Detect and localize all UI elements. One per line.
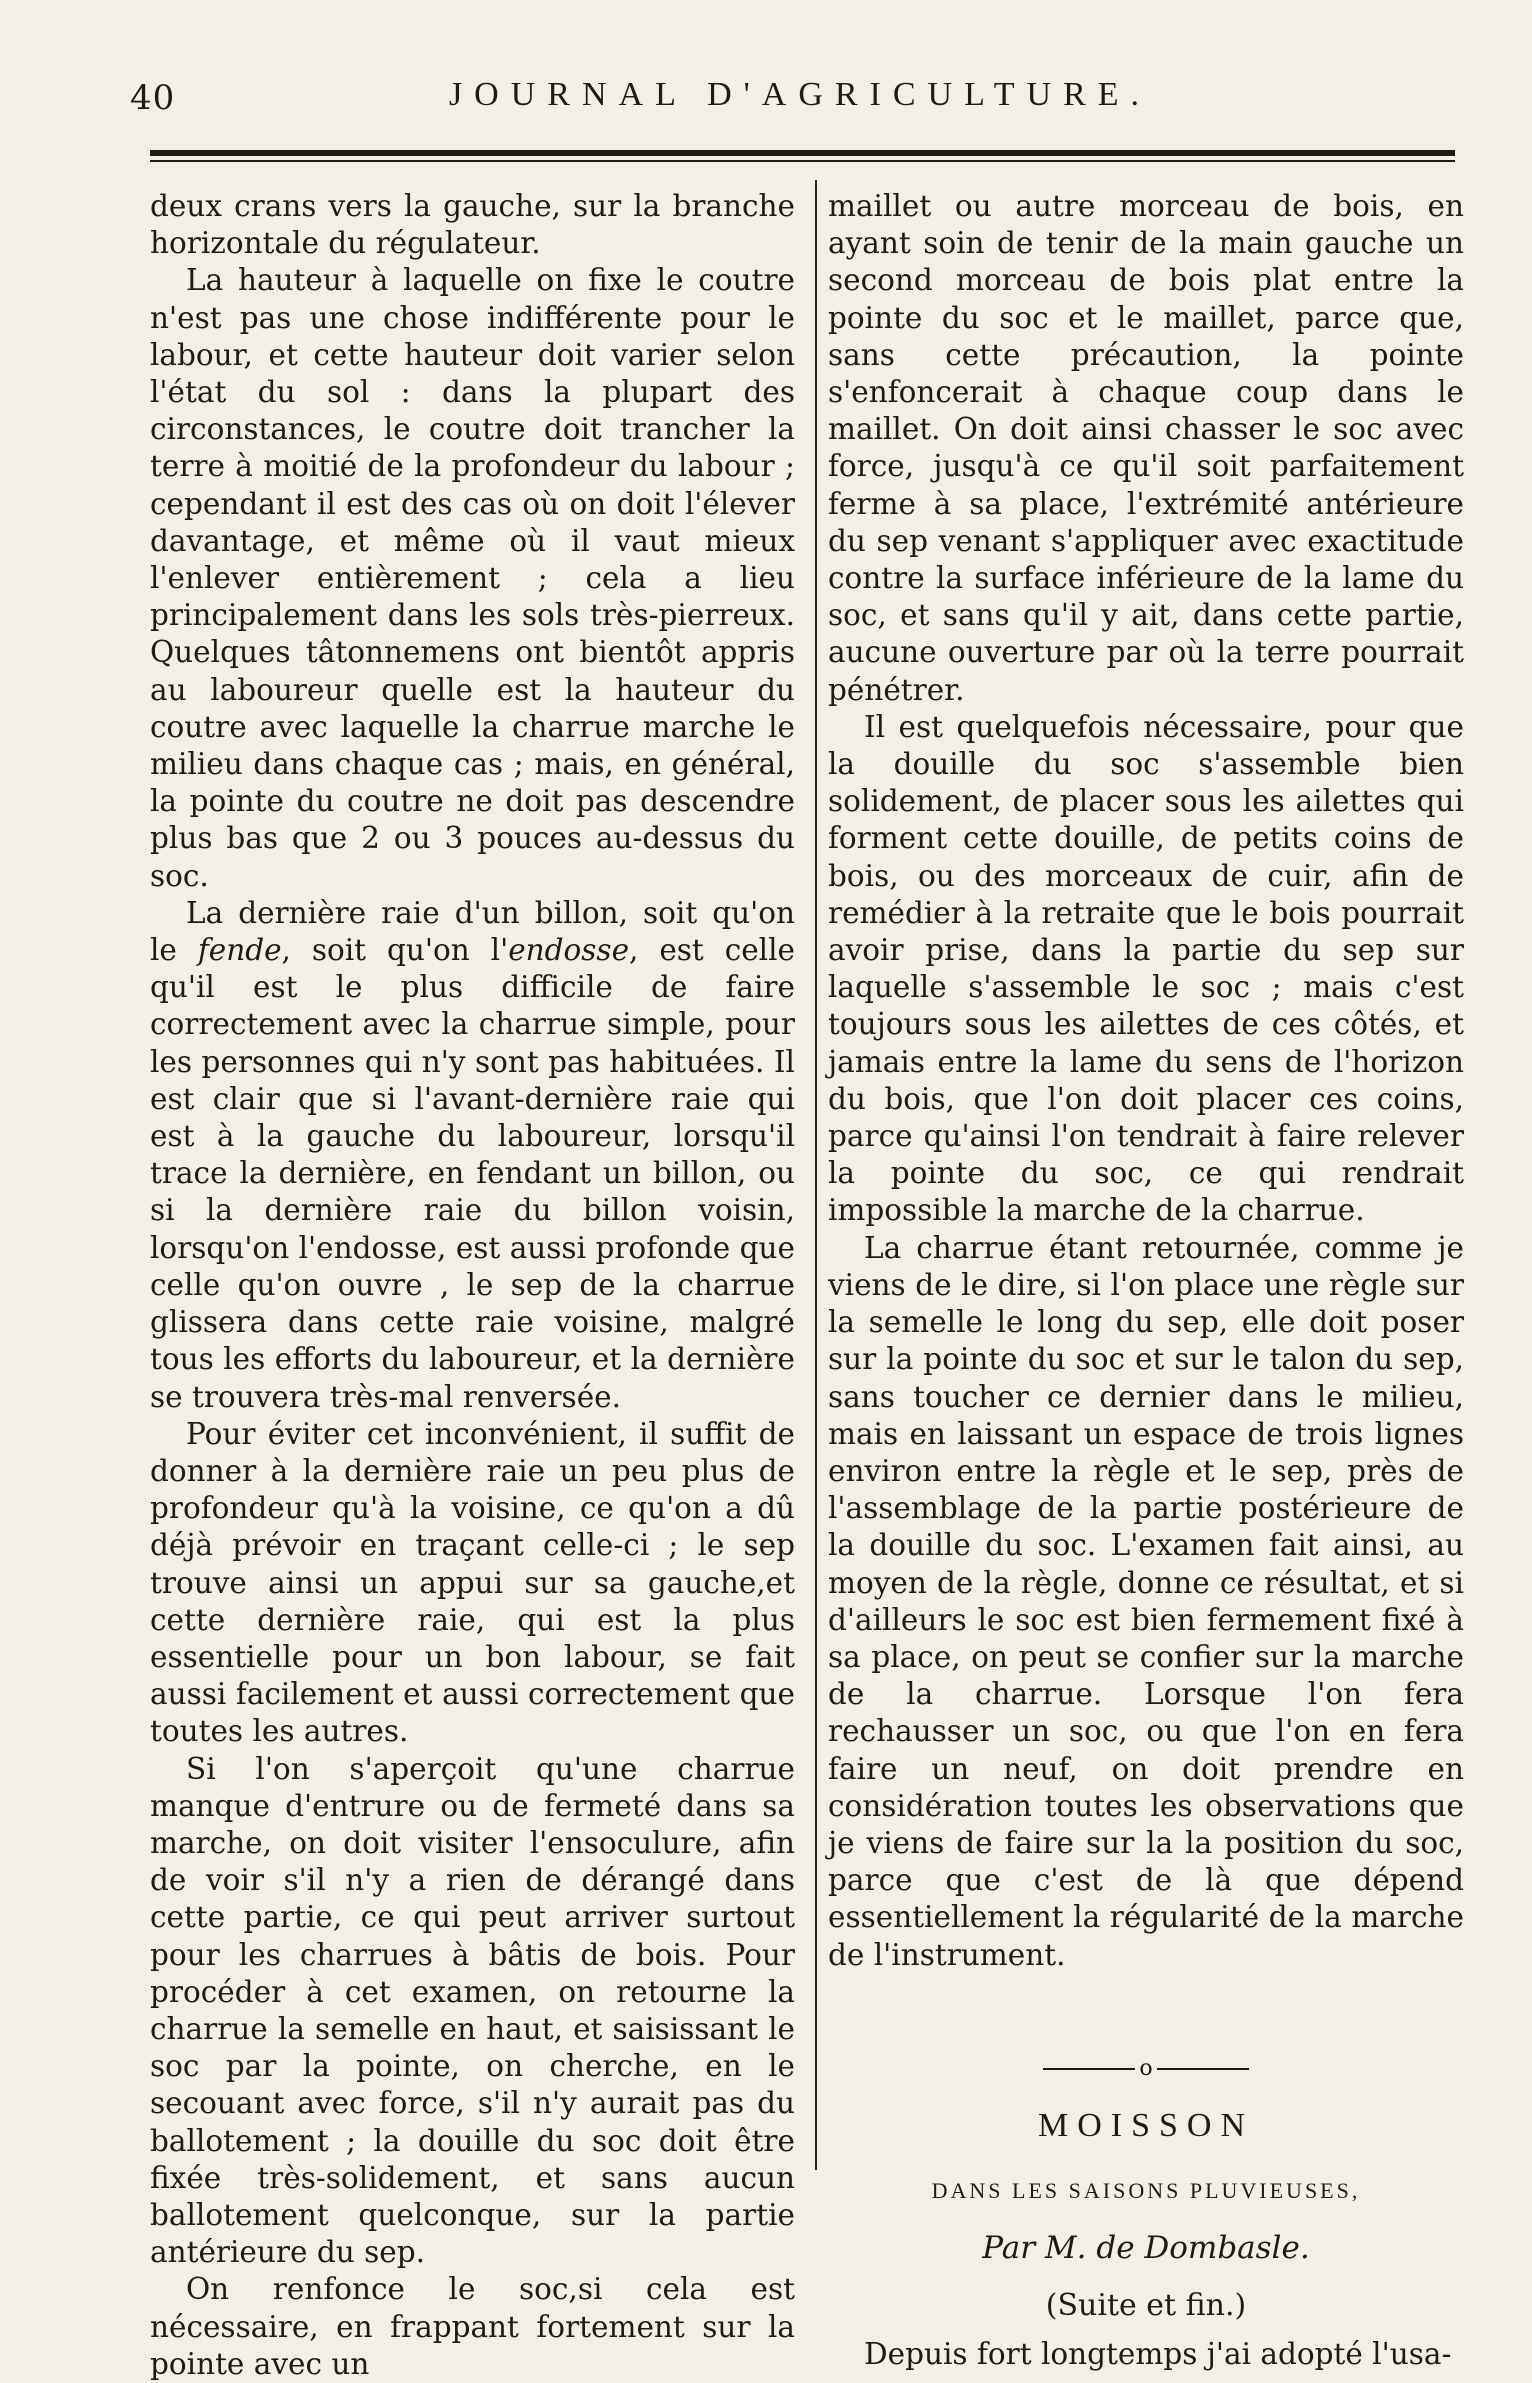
paragraph-fende-endosse: [150, 895, 795, 1416]
text-run: La dernière raie d'un billon, soit qu'on le: [150, 895, 795, 968]
ornament-line-right: [1157, 2068, 1249, 2070]
article-opening-line: Depuis fort longtemps j'ai adopté l'usa-: [864, 2337, 1452, 2372]
right-column: [828, 188, 1464, 2373]
column-divider: [815, 180, 817, 2170]
running-title: JOURNAL D'AGRICULTURE.: [448, 76, 1152, 113]
article-byline: Par M. de Dombasle.: [982, 2229, 1310, 2266]
article-title: MOISSON: [1037, 2107, 1255, 2145]
paragraph: Si l'on s'aperçoit qu'une charrue manque d'entrure ou de fermeté dans sa marche, on doit visiter l'ensoculure, afin de voir s'il n'y a rien de dérangé dans cette partie, ce qui peut arriver surtout pour les charrues à bâtis de bois. Pour procéder à cet examen, on retourne la charrue la semelle en haut, et saisissant le soc par la pointe, on cherche, en le secouant avec force, s'il n'y aurait pas du ballotement ; la douille du soc doit être fixée très-solidement, et sans aucun ballotement quelconque, sur la partie antérieure du sep.: [150, 1751, 795, 2270]
italic-term-endosse: endosse: [508, 933, 630, 968]
paragraph: deux crans vers la gauche, sur la branche horizontale du régulateur.: [150, 189, 795, 261]
article-subtitle: DANS LES SAISONS PLUVIEUSES,: [931, 2178, 1361, 2204]
ornament-circle: o: [1139, 2056, 1153, 2082]
ornament-line-left: [1043, 2068, 1135, 2070]
paragraph: maillet ou autre morceau de bois, en ayant soin de tenir de la main gauche un second morceau de bois plat entre la pointe du soc et le maillet, parce que, sans cette précaution, la pointe s'enfoncerait à chaque coup dans le maillet. On doit ainsi chasser le soc avec force, jusqu'à ce qu'il soit parfaitement ferme à sa place, l'extrémité antérieure du sep venant s'appliquer avec exactitude contre la surface inférieure de la lame du soc, et sans qu'il y ait, dans cette partie, aucune ouverture par où la terre pourrait pénétrer.: [828, 189, 1464, 707]
paragraph: La charrue étant retournée, comme je viens de le dire, si l'on place une règle sur la semelle le long du sep, elle doit poser sur la pointe du soc et sur le talon du sep, sans toucher ce dernier dans le milieu, mais en laissant un espace de trois lignes environ entre la règle et le sep, près de l'assemblage de la partie postérieure de la douille du soc. L'examen fait ainsi, au moyen de la règle, donne ce résultat, et si d'ailleurs le soc est bien fermement fixé à sa place, on peut se confier sur la marche de la charrue. Lorsque l'on fera rechausser un soc, ou que l'on en fera faire un neuf, on doit prendre en considération toutes les observations que je viens de faire sur la la position du soc, parce que c'est de là que dépend essentiellement la régularité de la marche de l'instrument.: [828, 1230, 1464, 1972]
paragraph: On renfonce le soc,si cela est nécessaire, en frappant fortement sur la pointe avec un: [150, 2272, 795, 2381]
italic-term-fende: fende: [197, 933, 282, 968]
paragraph: Pour éviter cet inconvénient, il suffit de donner à la dernière raie un peu plus de profondeur qu'à la voisine, ce qu'on a dû déjà prévoir en traçant celle-ci ; le sep trouve ainsi un appui sur sa gauche,et cette dernière raie, qui est la plus essentielle pour un bon labour, se fait aussi facilement et aussi correctement que toutes les autres.: [150, 1416, 795, 1749]
text-run: , est celle qu'il est le plus difficile de faire correctement avec la charrue simple, pour les personnes qui n'y sont pas habituées. Il est clair que si l'avant-dernière raie qui est à la gauche du laboureur, lorsqu'il trace la dernière, en fendant un billon, ou si la dernière raie du billon voisin, lorsqu'on l'endosse, est aussi profonde que celle qu'on ouvre , le sep de la charrue glissera dans cette raie voisine, malgré tous les efforts du laboureur, et la dernière se trouvera très-mal renversée.: [150, 933, 796, 1414]
header-rule-thick: [150, 150, 1455, 156]
paragraph: Il est quelquefois nécessaire, pour que la douille du soc s'assemble bien solidement, de placer sous les ailettes qui forment cette douille, de petits coins de bois, ou des morceaux de cuir, afin de remédier à la retraite que le bois pourrait avoir prise, dans la partie du sep sur laquelle s'assemble le soc ; mais c'est toujours sous les ailettes de ces côtés, et jamais entre la lame du sens de l'horizon du bois, que l'on doit placer ces coins, parce qu'ainsi l'on tendrait à faire relever la pointe du soc, ce qui rendrait impossible la marche de la charrue.: [828, 709, 1464, 1228]
text-run: , soit qu'on l': [281, 933, 509, 968]
left-column: [150, 188, 795, 2383]
article-note: (Suite et fin.): [1045, 2287, 1247, 2323]
page-header: [130, 72, 1470, 132]
paragraph: La hauteur à laquelle on fixe le coutre n'est pas une chose indifférente pour le labour, et cette hauteur doit varier selon l'état du sol : dans la plupart des circonstances, le coutre doit trancher la terre à moitié de la profondeur du labour ; cependant il est des cas où on doit l'élever davantage, et même où il vaut mieux l'enlever entièrement ; cela a lieu principalement dans les sols très-pierreux. Quelques tâtonnemens ont bientôt appris au laboureur quelle est la hauteur du coutre avec laquelle la charrue marche le milieu dans chaque cas ; mais, en général, la pointe du coutre ne doit pas descendre plus bas que 2 ou 3 pouces au-dessus du soc.: [150, 263, 795, 893]
section-ornament: [828, 2056, 1464, 2082]
header-rule-thin: [150, 160, 1455, 162]
page-number: 40: [130, 78, 176, 118]
